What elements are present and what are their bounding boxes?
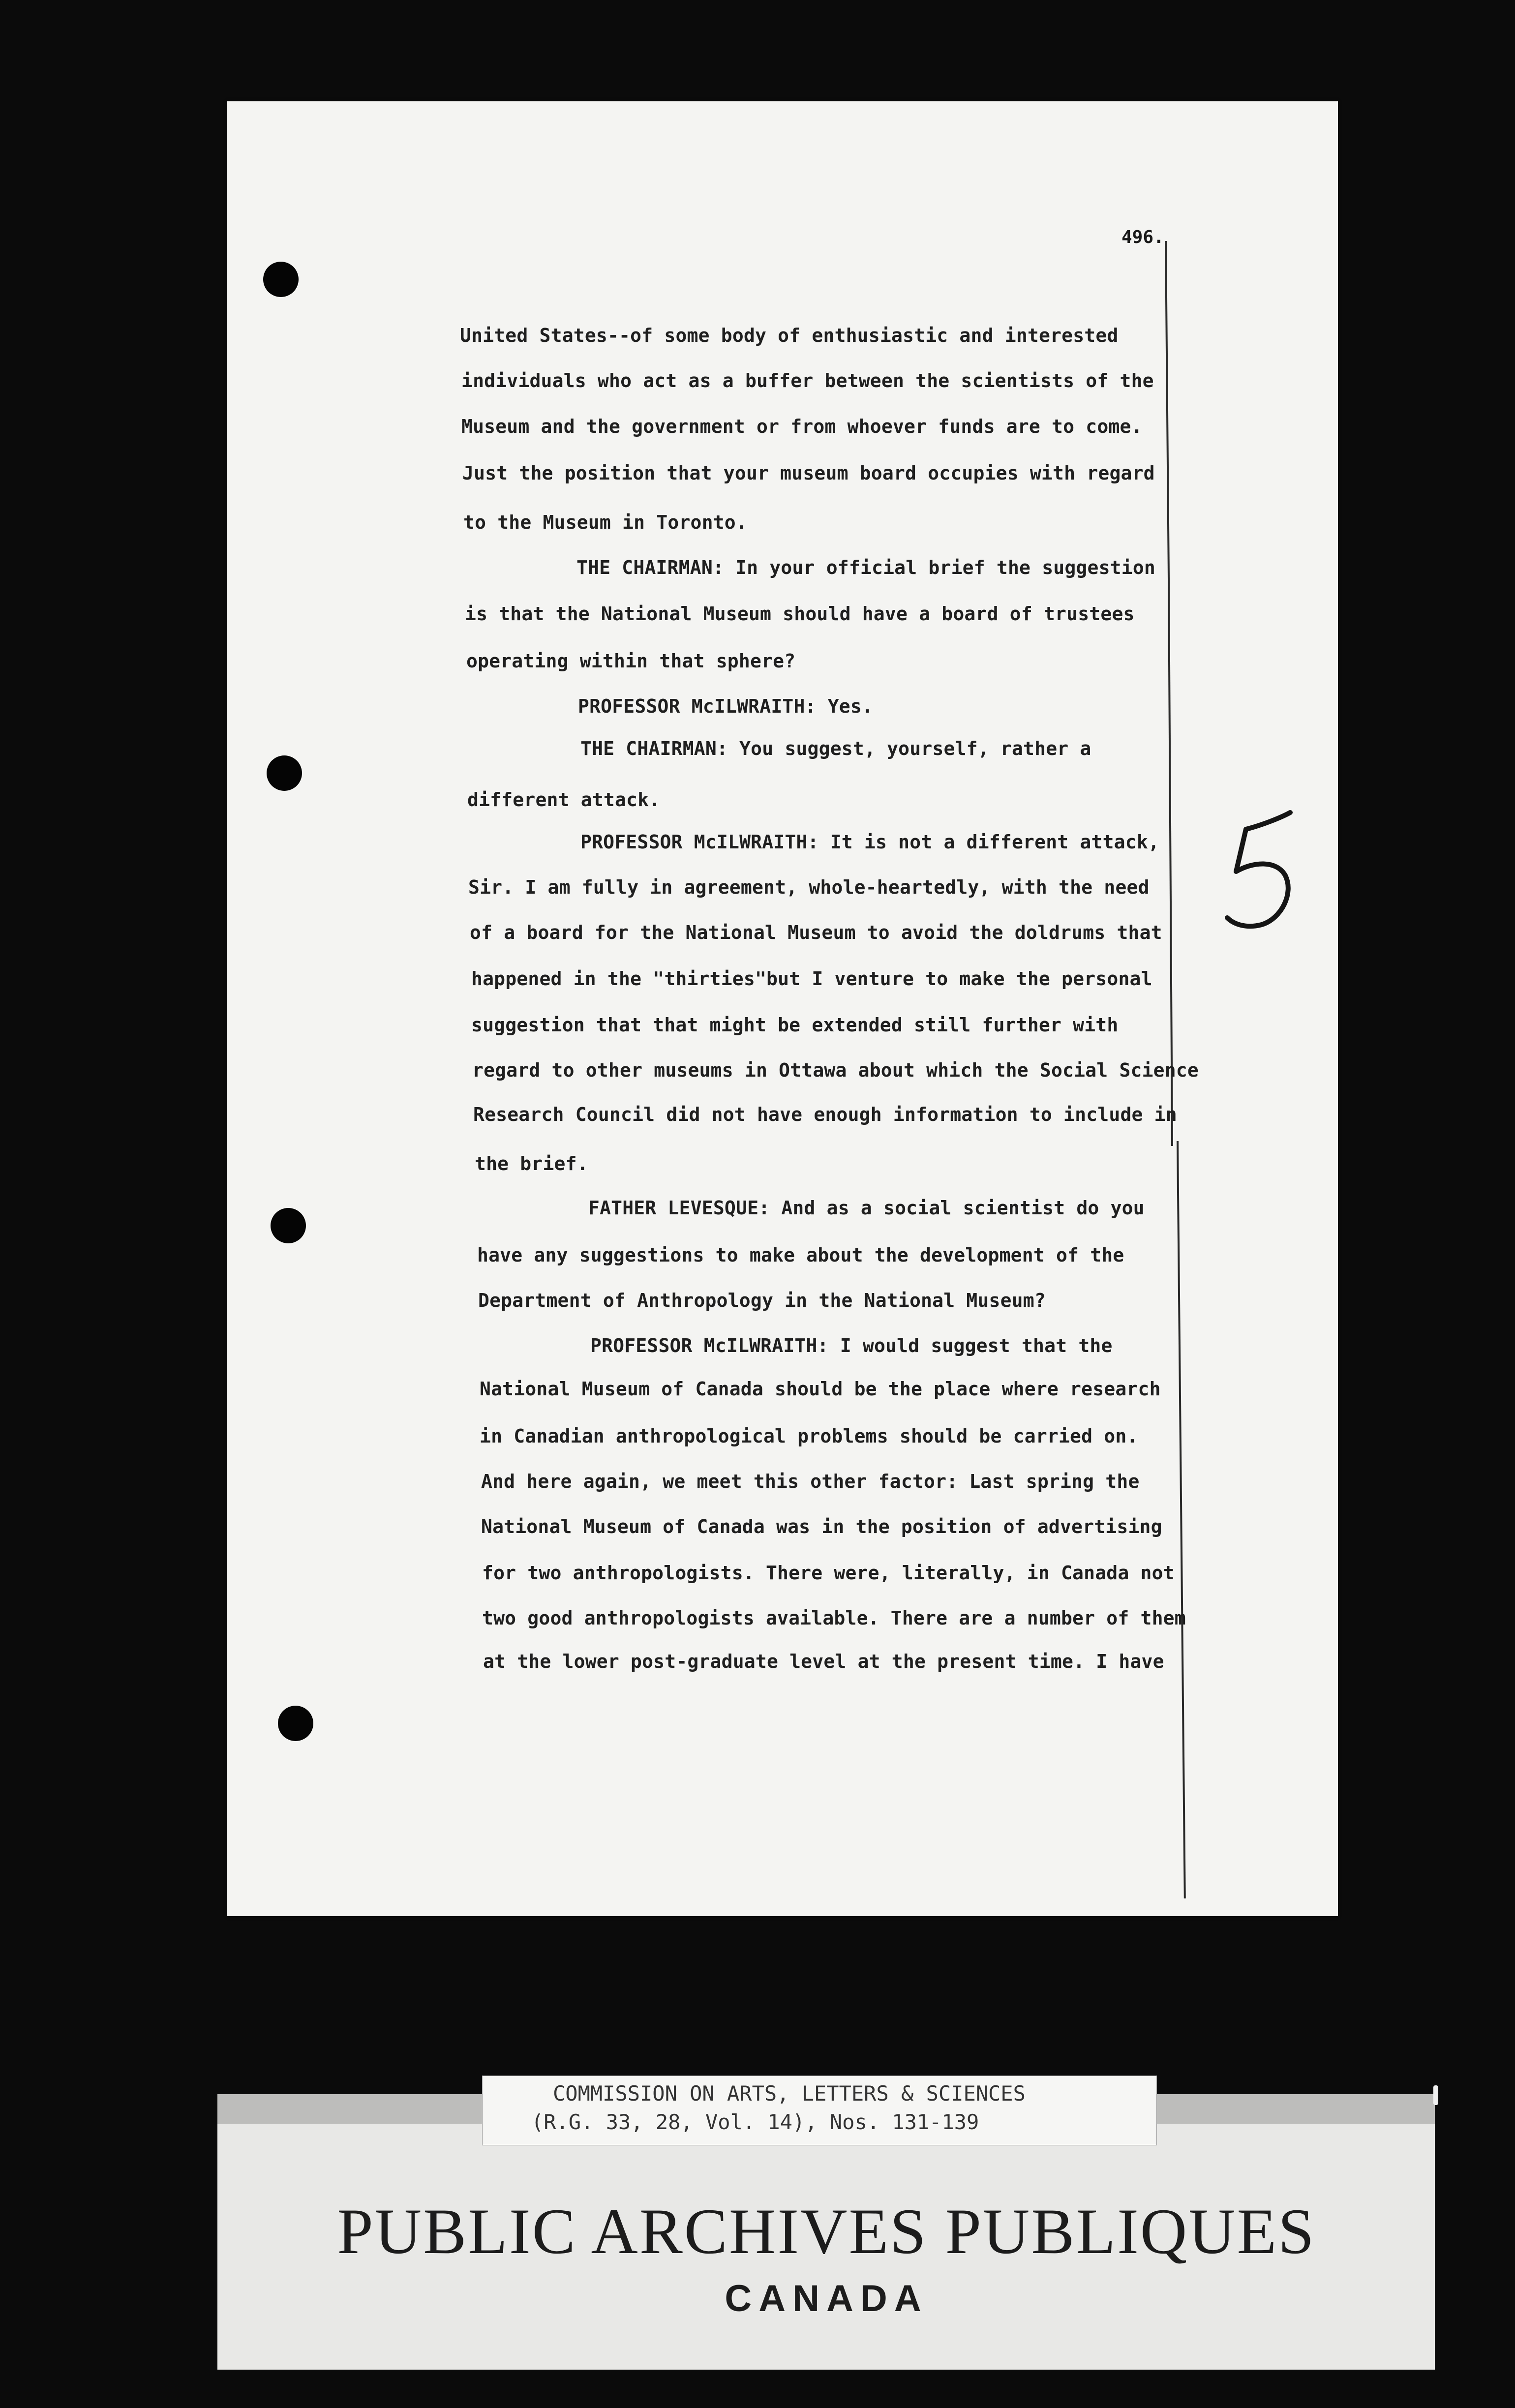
collection-reference-line: COMMISSION ON ARTS, LETTERS & SCIENCES xyxy=(553,2081,1026,2106)
document-line: United States--of some body of enthusiastic and interested xyxy=(460,325,1119,346)
document-line: is that the National Museum should have a board of trustees xyxy=(465,603,1135,625)
document-line: happened in the "thirties"but I venture to make the personal xyxy=(471,968,1152,990)
speaker-line: PROFESSOR McILWRAITH: Yes. xyxy=(578,695,874,717)
punch-hole xyxy=(267,755,302,791)
document-line: regard to other museums in Ottawa about which the Social Science xyxy=(472,1059,1199,1081)
document-line: And here again, we meet this other factor: Last spring the xyxy=(481,1471,1140,1492)
punch-hole xyxy=(278,1706,313,1741)
document-line: the brief. xyxy=(475,1153,588,1174)
speaker-line: FATHER LEVESQUE: And as a social scientist do you xyxy=(588,1197,1145,1219)
punch-hole xyxy=(263,262,299,297)
document-line: of a board for the National Museum to avoid the doldrums that xyxy=(470,922,1162,943)
document-line: operating within that sphere? xyxy=(466,650,796,672)
speaker-line: THE CHAIRMAN: In your official brief the suggestion xyxy=(576,557,1155,578)
document-line: Sir. I am fully in agreement, whole-heartedly, with the need xyxy=(468,876,1150,898)
document-line: Research Council did not have enough information to include in xyxy=(473,1104,1177,1125)
document-line: suggestion that that might be extended still further with xyxy=(471,1014,1119,1036)
document-line: National Museum of Canada should be the place where research xyxy=(480,1378,1161,1400)
handwritten-margin-number xyxy=(1208,807,1306,939)
document-line: in Canadian anthropological problems should be carried on. xyxy=(480,1425,1138,1447)
document-line: to the Museum in Toronto. xyxy=(463,512,747,533)
speaker-line: THE CHAIRMAN: You suggest, yourself, rather a xyxy=(580,738,1091,759)
document-line: different attack. xyxy=(467,789,661,811)
document-line: two good anthropologists available. There are a number of them xyxy=(482,1607,1186,1629)
archive-subtitle: CANADA xyxy=(725,2278,928,2319)
speaker-line: PROFESSOR McILWRAITH: It is not a different attack, xyxy=(580,831,1159,853)
document-line: at the lower post-graduate level at the present time. I have xyxy=(483,1651,1164,1672)
film-edge-mark xyxy=(1433,2085,1438,2105)
document-line: National Museum of Canada was in the position of advertising xyxy=(481,1516,1162,1537)
document-line: Just the position that your museum board occupies with regard xyxy=(462,462,1155,484)
document-line: individuals who act as a buffer between the scientists of the xyxy=(461,370,1154,391)
document-line: Museum and the government or from whoever funds are to come. xyxy=(461,416,1143,437)
archive-title: PUBLIC ARCHIVES PUBLIQUES xyxy=(337,2195,1316,2267)
document-line: Department of Anthropology in the National Museum? xyxy=(478,1290,1046,1311)
document-line: for two anthropologists. There were, literally, in Canada not xyxy=(482,1562,1175,1584)
punch-hole xyxy=(271,1208,306,1243)
speaker-line: PROFESSOR McILWRAITH: I would suggest that the xyxy=(590,1335,1113,1356)
page-number: 496. xyxy=(1121,227,1164,247)
document-line: have any suggestions to make about the development of the xyxy=(477,1244,1124,1266)
collection-reference-line: (R.G. 33, 28, Vol. 14), Nos. 131-139 xyxy=(531,2110,979,2134)
